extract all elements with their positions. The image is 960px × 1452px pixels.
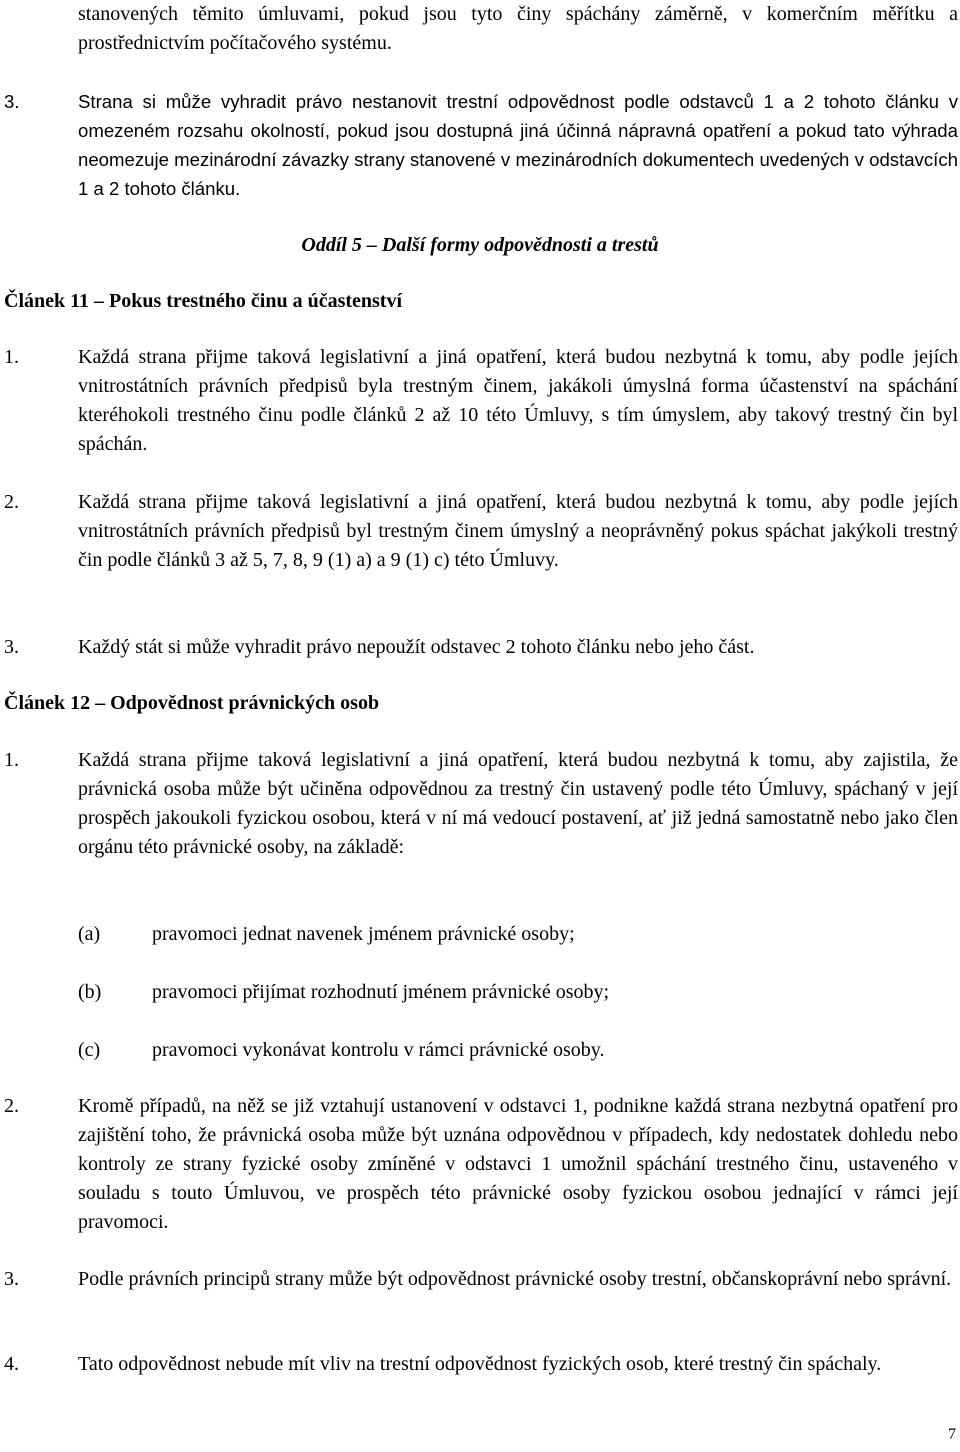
- section-5-heading: Oddíl 5 – Další formy odpovědnosti a trestů: [301, 234, 659, 256]
- list-item-label: (c): [78, 1039, 101, 1061]
- article-12-heading: Článek 12 – Odpovědnost právnických osob: [4, 692, 380, 714]
- paragraph-number: 4.: [4, 1353, 19, 1375]
- list-item: pravomoci jednat navenek jménem právnické osoby;: [152, 923, 575, 945]
- article-12-paragraph-4: Tato odpovědnost nebude mít vliv na trestní odpovědnost fyzických osob, které trestný čin spáchaly.: [78, 1353, 882, 1375]
- article-12-paragraph-3: Podle právních principů strany může být odpovědnost právnické osoby trestní, občanskoprávní nebo správní.: [78, 1268, 952, 1290]
- paragraph-number: 3.: [4, 636, 19, 658]
- article-12-paragraph-1: Každá strana přijme taková legislativní a jiná opatření, která budou nezbytná k tomu, aby zajistila, že právnická osoba může být učiněna odpovědnou za trestný čin ustavený podle této Úmluvy, spáchaný v její prospěch jakoukoli fyzickou osobou, která v ní má vedoucí postavení, ať již jedná samostatně nebo jako člen orgánu této právnické osoby, na základě:: [78, 749, 958, 858]
- article-11-paragraph-1: Každá strana přijme taková legislativní a jiná opatření, která budou nezbytná k tomu, aby podle jejích vnitrostátních právních předpisů byla trestným činem, jakákoli úmyslná forma účastenství na spáchání kteréhokoli trestného činu podle článků 2 až 10 této Úmluvy, s tím úmyslem, aby takový trestný čin byl spáchán.: [78, 346, 958, 455]
- paragraph-number: 3.: [4, 91, 20, 112]
- article-12-paragraph-2: Kromě případů, na něž se již vztahují ustanovení v odstavci 1, podnikne každá strana nezbytná opatření pro zajištění toho, že právnická osoba může být uznána odpovědnou v případech, kdy nedostatek dohledu nebo kontroly ze strany fyzické osoby zmíněné v odstavci 1 umožnil spáchání trestného činu, ustaveného v souladu s touto Úmluvou, ve prospěch této právnické osoby fyzickou osobou jednající v rámci její pravomoci.: [78, 1095, 958, 1233]
- continued-paragraph: stanovených těmito úmluvami, pokud jsou tyto činy spáchány záměrně, v komerčním měřítku a prostřednictvím počítačového systému.: [78, 3, 958, 54]
- reservation-paragraph: Strana si může vyhradit právo nestanovit trestní odpovědnost podle odstavců 1 a 2 tohoto článku v omezeném rozsahu okolností, pokud jsou dostupná jiná účinná nápravná opatření a pokud tato výhrada neomezuje mezinárodní závazky strany stanovené v mezinárodních dokumentech uvedených v odstavcích 1 a 2 tohoto článku.: [78, 91, 958, 199]
- paragraph-number: 2.: [4, 1095, 19, 1117]
- paragraph-number: 1.: [4, 749, 19, 771]
- list-item: pravomoci vykonávat kontrolu v rámci právnické osoby.: [152, 1039, 605, 1061]
- page-number: 7: [948, 1426, 956, 1443]
- article-11-heading: Článek 11 – Pokus trestného činu a účastenství: [4, 290, 403, 312]
- list-item: pravomoci přijímat rozhodnutí jménem právnické osoby;: [152, 981, 610, 1003]
- article-11-paragraph-3: Každý stát si může vyhradit právo nepoužít odstavec 2 tohoto článku nebo jeho část.: [78, 636, 755, 658]
- list-item-label: (a): [78, 923, 101, 945]
- paragraph-number: 3.: [4, 1268, 19, 1290]
- article-11-paragraph-2: Každá strana přijme taková legislativní a jiná opatření, která budou nezbytná k tomu, aby podle jejích vnitrostátních právních předpisů byl trestným činem úmyslný a neoprávněný pokus spáchat jakýkoli trestný čin podle článků 3 až 5, 7, 8, 9 (1) a) a 9 (1) c) této Úmluvy.: [78, 491, 958, 571]
- list-item-label: (b): [78, 981, 102, 1003]
- paragraph-number: 2.: [4, 491, 19, 513]
- paragraph-number: 1.: [4, 346, 19, 368]
